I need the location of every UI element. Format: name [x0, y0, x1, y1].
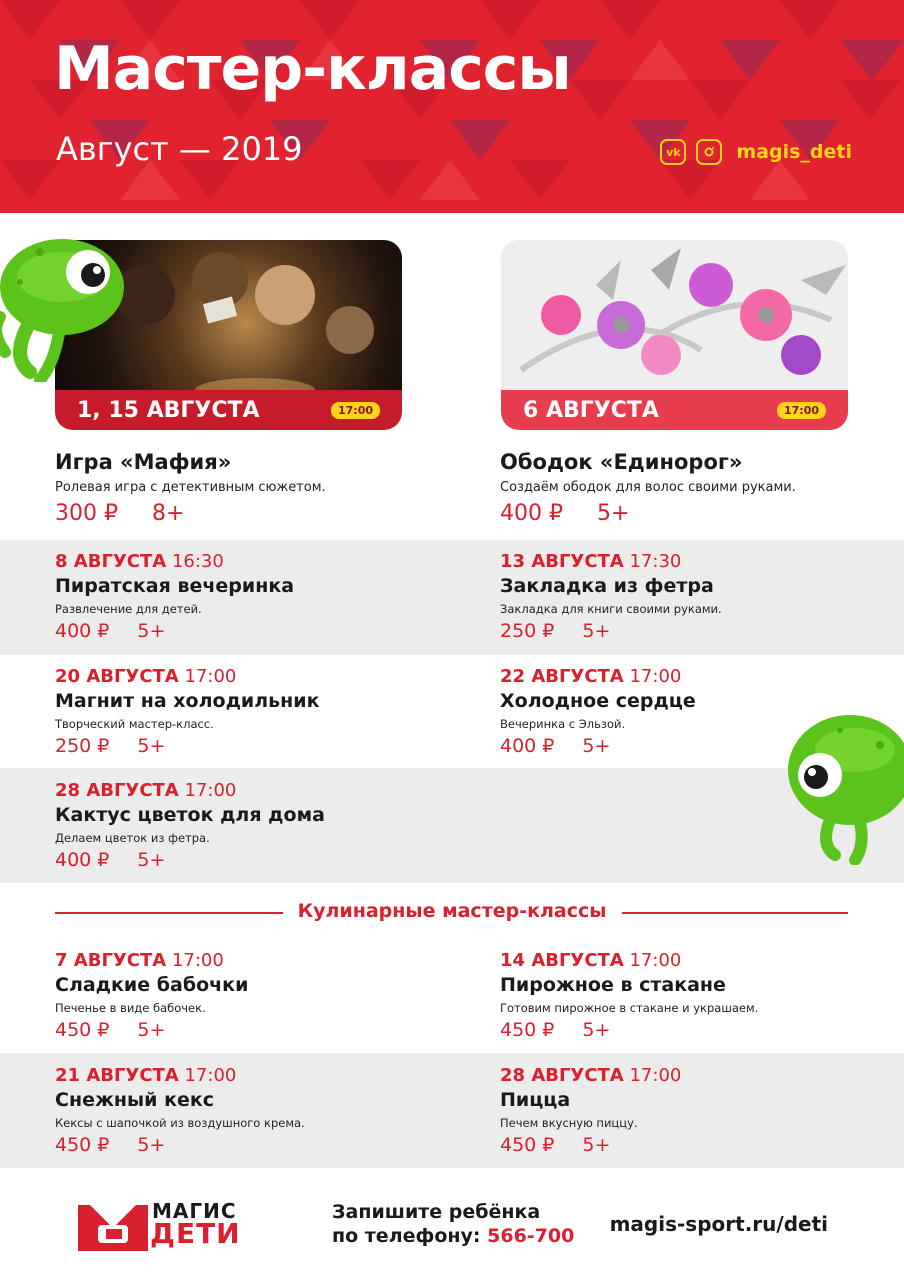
event-date: 28 АВГУСТА	[500, 1065, 624, 1086]
event-time: 17:00	[629, 1065, 682, 1086]
event-time: 16:30	[171, 551, 224, 572]
event-desc: Готовим пирожное в стакане и украшаем.	[500, 1001, 759, 1015]
event-price: 300 ₽	[55, 501, 118, 526]
event-price: 450 ₽	[500, 1019, 555, 1041]
culinary-event-item[interactable]	[55, 950, 248, 1041]
featured-time: 17:00	[777, 402, 826, 419]
event-desc: Кексы с шапочкой из воздушного крема.	[55, 1116, 305, 1130]
event-item[interactable]	[55, 780, 325, 871]
event-age: 5+	[137, 849, 166, 871]
featured-time: 17:00	[331, 402, 380, 419]
event-price: 450 ₽	[55, 1019, 110, 1041]
event-desc: Печем вкусную пиццу.	[500, 1116, 638, 1130]
event-date: 7 АВГУСТА	[55, 950, 167, 971]
event-price: 400 ₽	[500, 735, 555, 757]
website-link[interactable]: magis-sport.ru/deti	[609, 1212, 828, 1236]
event-age: 5+	[137, 620, 166, 642]
event-price: 450 ₽	[55, 1134, 110, 1156]
event-desc: Развлечение для детей.	[55, 602, 202, 616]
event-unicorn[interactable]	[500, 450, 796, 526]
page-subtitle: Август — 2019	[56, 130, 303, 168]
triangle-pattern	[0, 0, 904, 213]
event-price: 450 ₽	[500, 1134, 555, 1156]
event-age: 5+	[582, 1019, 611, 1041]
event-desc: Вечеринка с Эльзой.	[500, 717, 626, 731]
event-date: 8 АВГУСТА	[55, 551, 167, 572]
unicorn-headband-photo	[501, 240, 848, 390]
event-time: 17:00	[171, 950, 224, 971]
event-price: 400 ₽	[500, 501, 563, 526]
event-title: Закладка из фетра	[500, 575, 714, 597]
culinary-section-title: Кулинарные мастер-классы	[297, 900, 607, 922]
event-title: Пиратская вечеринка	[55, 575, 295, 597]
event-item[interactable]	[55, 551, 294, 642]
event-date: 13 АВГУСТА	[500, 551, 624, 572]
culinary-event-item[interactable]	[500, 1065, 681, 1156]
event-title: Магнит на холодильник	[55, 690, 320, 712]
event-age: 5+	[596, 501, 630, 526]
featured-date: 1, 15 АВГУСТА	[77, 397, 260, 423]
event-age: 5+	[582, 620, 611, 642]
event-date: 20 АВГУСТА	[55, 666, 179, 687]
octopus-mascot-top	[0, 222, 140, 382]
event-desc: Печенье в виде бабочек.	[55, 1001, 206, 1015]
event-price: 250 ₽	[55, 735, 110, 757]
event-time: 17:00	[629, 950, 682, 971]
event-desc: Ролевая игра с детективным сюжетом.	[55, 480, 326, 495]
event-title: Сладкие бабочки	[55, 974, 249, 996]
magis-deti-logo[interactable]	[78, 1193, 278, 1253]
logo-mark-icon	[78, 1193, 148, 1253]
featured-card-unicorn[interactable]	[501, 240, 848, 430]
event-item[interactable]	[500, 666, 696, 757]
culinary-event-item[interactable]	[500, 950, 758, 1041]
event-title: Пицца	[500, 1089, 571, 1111]
event-time: 17:00	[184, 780, 237, 801]
event-time: 17:00	[629, 666, 682, 687]
instagram-icon[interactable]	[696, 139, 722, 165]
event-title: Пирожное в стакане	[500, 974, 726, 996]
event-price: 400 ₽	[55, 620, 110, 642]
event-title: Ободок «Единорог»	[500, 450, 743, 474]
event-price: 250 ₽	[500, 620, 555, 642]
event-title: Игра «Мафия»	[55, 450, 232, 474]
event-date: 22 АВГУСТА	[500, 666, 624, 687]
event-date: 21 АВГУСТА	[55, 1065, 179, 1086]
featured-date: 6 АВГУСТА	[523, 397, 659, 423]
event-desc: Творческий мастер-класс.	[55, 717, 214, 731]
phone-number[interactable]: 566-700	[487, 1225, 575, 1247]
event-time: 17:00	[184, 1065, 237, 1086]
event-item[interactable]	[500, 551, 722, 642]
event-desc: Создаём ободок для волос своими руками.	[500, 480, 796, 495]
event-title: Холодное сердце	[500, 690, 696, 712]
culinary-event-item[interactable]	[55, 1065, 305, 1156]
callout-line1: Запишите ребёнка	[332, 1201, 541, 1223]
page-title: Мастер-классы	[54, 34, 571, 104]
footer	[0, 1168, 904, 1280]
event-desc: Закладка для книги своими руками.	[500, 602, 722, 616]
event-title: Снежный кекс	[55, 1089, 215, 1111]
logo-text-top: МАГИС	[152, 1199, 237, 1223]
event-time: 17:30	[629, 551, 682, 572]
event-age: 5+	[137, 1134, 166, 1156]
vk-icon[interactable]: vk	[660, 139, 686, 165]
event-title: Кактус цветок для дома	[55, 804, 325, 826]
event-price: 400 ₽	[55, 849, 110, 871]
header-banner	[0, 0, 904, 213]
callout-line2: по телефону:	[332, 1225, 481, 1247]
event-mafia[interactable]	[55, 450, 326, 526]
logo-text-bottom: ДЕТИ	[150, 1217, 241, 1250]
event-age: 5+	[137, 1019, 166, 1041]
signup-callout	[332, 1200, 574, 1248]
octopus-mascot-right	[780, 705, 904, 865]
event-age: 5+	[582, 735, 611, 757]
event-date: 14 АВГУСТА	[500, 950, 624, 971]
event-age: 5+	[582, 1134, 611, 1156]
event-age: 5+	[137, 735, 166, 757]
event-date: 28 АВГУСТА	[55, 780, 179, 801]
event-time: 17:00	[184, 666, 237, 687]
social-links	[660, 139, 852, 165]
event-age: 8+	[151, 501, 185, 526]
event-item[interactable]	[55, 666, 320, 757]
social-handle[interactable]: magis_deti	[736, 141, 852, 163]
event-desc: Делаем цветок из фетра.	[55, 831, 210, 845]
